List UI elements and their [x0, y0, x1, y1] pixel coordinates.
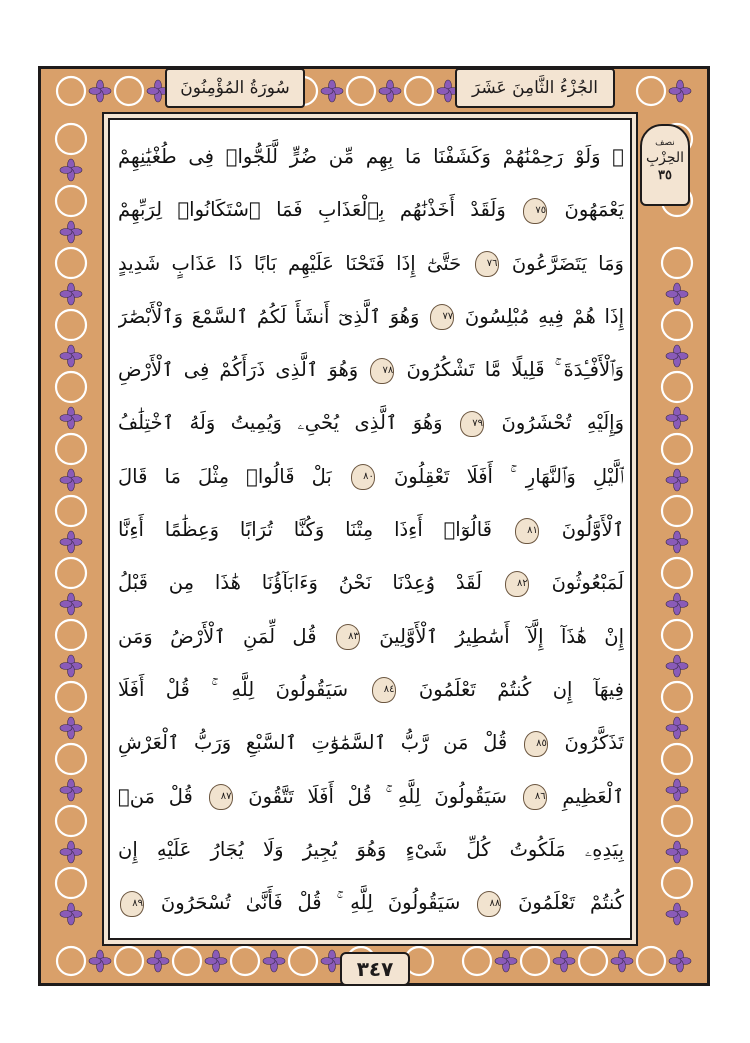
verse-text: لَمَبْعُوثُونَ [530, 571, 624, 595]
vine-swirl [231, 947, 259, 975]
ayah-number-marker: ٨٥ [524, 731, 548, 757]
vine-swirl [56, 744, 86, 774]
verse-text: وَهُوَ ٱلَّذِىٓ أَنشَأَ لَكُمُ ٱلسَّمْعَ وَٱلْأَبْصَٰرَ [118, 304, 429, 328]
flower-petal [321, 88, 333, 95]
flower-petal [666, 725, 678, 732]
verse-text: وَلَقَدْ أَخَذْنَٰهُم بِٱلْعَذَابِ فَمَا ٱسْتَكَانُوا۟ لِرَبِّهِمْ [118, 198, 522, 222]
ayah-number-marker: ٨٣ [336, 624, 360, 650]
vine-swirl [56, 868, 86, 898]
flower-petal [147, 88, 159, 95]
vine-swirl [662, 372, 692, 402]
flower-petal [669, 88, 681, 95]
flower-petal [666, 539, 678, 546]
verse-text: حَتَّىٰٓ إِذَا فَتَحْنَا عَلَيْهِم بَابًا ذَا عَذَابٍ شَدِيدٍ [118, 251, 473, 275]
vine-swirl [637, 77, 665, 105]
verse-text: فِيهَآ إِن كُنتُمْ تَعْلَمُونَ [397, 677, 624, 701]
ayah-number-marker: ٧٥ [523, 198, 547, 224]
vine-swirl [56, 496, 86, 526]
vine-swirl [56, 620, 86, 650]
ayah-number-marker: ٨٩ [120, 891, 144, 917]
flower-petal [666, 787, 678, 794]
verse-line [118, 876, 624, 929]
flower-petal [263, 958, 275, 965]
vine-swirl [662, 744, 692, 774]
verse-text: ٱلْأَوَّلُونَ [540, 518, 624, 542]
flower-petal [89, 88, 101, 95]
flower-petal [379, 88, 391, 95]
verse-text: يَعْمَهُونَ [549, 198, 624, 222]
hizb-fraction: نصف [655, 138, 675, 148]
flower-petal [60, 539, 72, 546]
ayah-number-marker: ٨٨ [477, 891, 501, 917]
flower-petal [60, 229, 72, 236]
flower-petal [60, 601, 72, 608]
flower-petal [666, 911, 678, 918]
flower-petal [60, 353, 72, 360]
flower-petal [60, 415, 72, 422]
verse-text: إِذَا هُمْ فِيهِ مُبْلِسُونَ [456, 304, 624, 328]
verse-text: ۞ وَلَوْ رَحِمْنَٰهُمْ وَكَشَفْنَا مَا بِهِم مِّن ضُرٍّ لَّلَجُّوا۟ فِى طُغْيَٰنِهِمْ [118, 145, 624, 168]
verse-text: بِيَدِهِۦ مَلَكُوتُ كُلِّ شَىْءٍ وَهُوَ يُجِيرُ وَلَا يُجَارُ عَلَيْهِ إِن [118, 837, 624, 861]
flower-petal [666, 415, 678, 422]
verse-text: قُلْ مَنۢ [118, 784, 207, 808]
ayah-number-marker: ٧٦ [475, 251, 499, 277]
flower-petal [60, 911, 72, 918]
ayah-number-marker: ٨٦ [523, 784, 547, 810]
verse-line [118, 450, 624, 503]
hizb-marker [640, 124, 690, 206]
ayah-number-marker: ٨٤ [372, 677, 396, 703]
vine-swirl [347, 77, 375, 105]
flower-petal [147, 958, 159, 965]
flower-petal [437, 88, 449, 95]
ayah-number-marker: ٧٧ [430, 304, 454, 330]
juz-label: الجُزْءُ الثَّامِنَ عَشَرَ [472, 78, 599, 98]
verse-line [118, 556, 624, 609]
vine-swirl [662, 868, 692, 898]
vine-swirl [662, 620, 692, 650]
vine-swirl [463, 947, 491, 975]
verse-text: كُنتُمْ تَعْلَمُونَ [503, 891, 624, 915]
vine-swirl [56, 806, 86, 836]
verse-text: لَقَدْ وُعِدْنَا نَحْنُ وَءَابَآؤُنَا هَٰذَا مِن قَبْلُ [118, 571, 503, 595]
ayah-number-marker: ٨٠ [351, 464, 375, 490]
juz-title [455, 68, 615, 108]
vine-swirl [115, 947, 143, 975]
flower-petal [666, 663, 678, 670]
flower-petal [666, 849, 678, 856]
verse-line [118, 823, 624, 876]
verse-line [118, 770, 624, 823]
vine-swirl [662, 434, 692, 464]
vine-swirl [662, 806, 692, 836]
flower-petal [321, 958, 333, 965]
vine-swirl [662, 248, 692, 278]
flower-petal [666, 291, 678, 298]
vine-swirl [56, 558, 86, 588]
verse-line [118, 396, 624, 449]
vine-swirl [662, 558, 692, 588]
hizb-word: الحِزْبِ [645, 150, 685, 166]
verse-text: تَذَكَّرُونَ [549, 731, 624, 755]
flower-petal [666, 477, 678, 484]
flower-petal [60, 849, 72, 856]
vine-swirl [56, 310, 86, 340]
flower-petal [669, 958, 681, 965]
page-number-label: ٣٤٧ [356, 957, 394, 981]
verse-line [118, 716, 624, 769]
flower-petal [89, 958, 101, 965]
verse-line [118, 663, 624, 716]
vine-swirl [57, 947, 85, 975]
flower-petal [666, 353, 678, 360]
verse-text: سَيَقُولُونَ لِلَّهِ ۚ قُلْ أَفَلَا [118, 677, 370, 701]
flower-petal [205, 958, 217, 965]
verse-line [118, 343, 624, 396]
vine-swirl [56, 124, 86, 154]
vine-swirl [662, 310, 692, 340]
verse-text: وَهُوَ ٱلَّذِى ذَرَأَكُمْ فِى ٱلْأَرْضِ [118, 358, 369, 382]
verse-text: ٱلَّيْلِ وَٱلنَّهَارِ ۚ أَفَلَا تَعْقِلُونَ [376, 464, 624, 488]
hizb-number: ٣٥ [658, 168, 672, 183]
ayah-number-marker: ٨٢ [505, 571, 529, 597]
verse-text: وَهُوَ ٱلَّذِى يُحْىِۦ وَيُمِيتُ وَلَهُ ٱخْتِلَٰفُ [118, 411, 459, 435]
verse-text: وَإِلَيْهِ تُحْشَرُونَ [486, 411, 624, 435]
surah-label: سُورَةُ المُؤْمِنُونَ [180, 78, 290, 98]
vine-swirl [56, 434, 86, 464]
verse-line [118, 183, 624, 236]
flower-petal [611, 958, 623, 965]
verse-text: وَٱلْأَفْـِٔدَةَ ۚ قَلِيلًا مَّا تَشْكُرُونَ [396, 358, 624, 382]
vine-swirl [289, 947, 317, 975]
vine-swirl [662, 496, 692, 526]
verse-text: سَيَقُولُونَ لِلَّهِ ۚ قُلْ أَفَلَا تَتَّقُونَ [234, 784, 521, 808]
vine-swirl [173, 947, 201, 975]
ayah-number-marker: ٧٨ [370, 358, 394, 384]
verse-line [118, 130, 624, 183]
flower-petal [60, 291, 72, 298]
flower-petal [60, 725, 72, 732]
flower-petal [60, 477, 72, 484]
ayah-number-marker: ٧٩ [460, 411, 484, 437]
vine-swirl [56, 186, 86, 216]
verse-lines [118, 130, 624, 930]
verse-text: قُلْ مَن رَّبُّ ٱلسَّمَٰوَٰتِ ٱلسَّبْعِ وَرَبُّ ٱلْعَرْشِ [118, 731, 522, 755]
page-number [340, 952, 410, 986]
verse-text: سَيَقُولُونَ لِلَّهِ ۚ قُلْ فَأَنَّىٰ تُسْحَرُونَ [146, 891, 476, 915]
vine-swirl [521, 947, 549, 975]
surah-title [165, 68, 305, 108]
vine-swirl [57, 77, 85, 105]
verse-text: بَلْ قَالُوا۟ مِثْلَ مَا قَالَ [118, 464, 349, 488]
verse-line [118, 610, 624, 663]
vine-swirl [56, 248, 86, 278]
flower-petal [666, 601, 678, 608]
vine-swirl [637, 947, 665, 975]
vine-swirl [56, 682, 86, 712]
flower-petal [60, 663, 72, 670]
verse-line [118, 237, 624, 290]
verse-text: ٱلْعَظِيمِ [548, 784, 624, 808]
verse-line [118, 290, 624, 343]
ayah-number-marker: ٨٧ [209, 784, 233, 810]
verse-line [118, 503, 624, 556]
verse-text: وَمَا يَتَضَرَّعُونَ [500, 251, 624, 275]
vine-swirl [662, 682, 692, 712]
vine-swirl [56, 372, 86, 402]
flower-petal [553, 958, 565, 965]
ayah-number-marker: ٨١ [515, 518, 539, 544]
vine-swirl [405, 77, 433, 105]
flower-petal [60, 167, 72, 174]
flower-petal [60, 787, 72, 794]
flower-petal [495, 958, 507, 965]
vine-swirl [579, 947, 607, 975]
verse-text: قَالُوٓا۟ أَءِذَا مِتْنَا وَكُنَّا تُرَابًا وَعِظَٰمًا أَءِنَّا [118, 518, 513, 542]
verse-text: قُل لِّمَنِ ٱلْأَرْضُ وَمَن [118, 624, 334, 648]
verse-text: إِنْ هَٰذَآ إِلَّآ أَسَٰطِيرُ ٱلْأَوَّلِينَ [361, 624, 624, 648]
vine-swirl [115, 77, 143, 105]
